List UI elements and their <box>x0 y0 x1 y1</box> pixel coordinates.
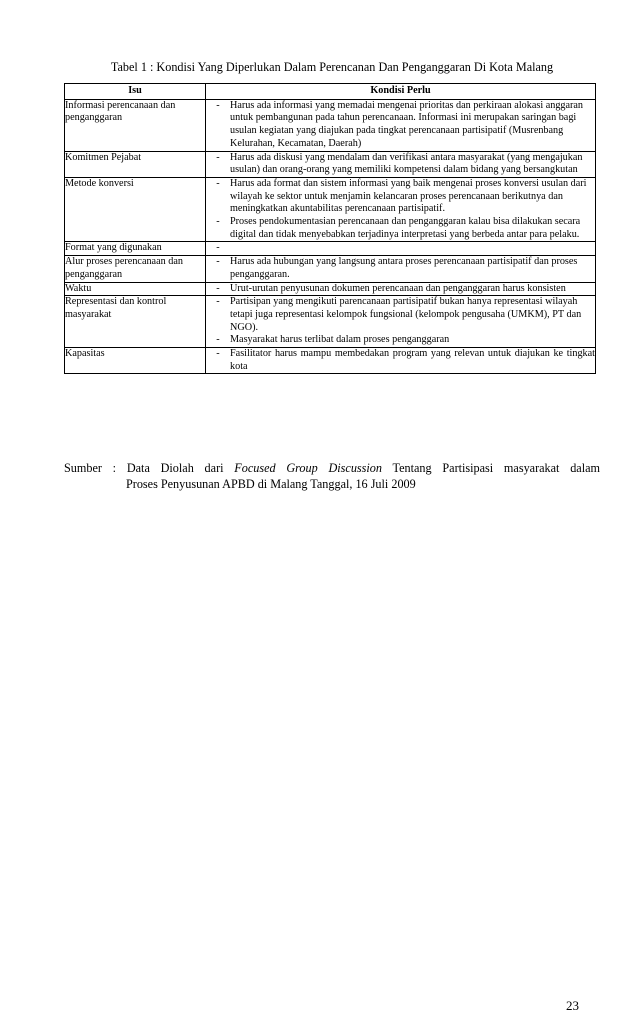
kondisi-item <box>206 152 595 177</box>
kondisi-cell <box>206 99 596 151</box>
dash-bullet: - <box>216 256 220 268</box>
table-header-row <box>65 84 596 100</box>
kondisi-item <box>206 178 595 216</box>
isu-cell: Metode konversi <box>65 177 206 242</box>
dash-bullet: - <box>216 242 220 254</box>
kondisi-text: Partisipan yang mengikuti parencanaan partisipatif bukan hanya representasi wilayah tetapi juga representasi kelompok fungsional (kelompok pengusaha (UMKM), PT dan NGO). <box>230 296 582 333</box>
table-row <box>65 99 596 151</box>
isu-cell: Komitmen Pejabat <box>65 151 206 177</box>
kondisi-text: Masyarakat harus terlibat dalam proses penganggaran <box>230 334 450 346</box>
page-number: 23 <box>566 998 579 1013</box>
kondisi-item <box>206 216 595 241</box>
dash-bullet: - <box>216 216 220 228</box>
table-row <box>65 348 596 374</box>
dash-bullet: - <box>216 282 220 294</box>
kondisi-item <box>206 256 595 281</box>
source-italic-title: Focused Group Discussion <box>234 461 382 475</box>
conditions-table <box>64 83 596 374</box>
source-suffix: Tentang Partisipasi masyarakat dalam <box>381 461 600 475</box>
dash-bullet: - <box>216 177 220 189</box>
table-row <box>65 296 596 348</box>
dash-bullet: - <box>216 151 220 163</box>
isu-cell: Alur proses perencanaan dan penganggaran <box>65 256 206 282</box>
kondisi-item <box>206 283 595 296</box>
kondisi-cell <box>206 348 596 374</box>
source-line-1 <box>64 460 600 476</box>
table-row <box>65 151 596 177</box>
kondisi-item <box>206 334 595 347</box>
table-row <box>65 177 596 242</box>
isu-cell: Informasi perencanaan dan penganggaran <box>65 99 206 151</box>
isu-cell: Representasi dan kontrol masyarakat <box>65 296 206 348</box>
kondisi-text: Harus ada diskusi yang mendalam dan verifikasi antara masyarakat (yang mengajukan usulan) dan orang-orang yang memiliki kompetensi dalam bidang yang bersangkutan <box>230 151 583 176</box>
kondisi-cell <box>206 296 596 348</box>
kondisi-text: Fasilitator harus mampu membedakan program yang relevan untuk diajukan ke tingkat kota <box>230 348 595 372</box>
isu-cell: Kapasitas <box>65 348 206 374</box>
kondisi-cell <box>206 256 596 282</box>
kondisi-cell <box>206 242 596 256</box>
dash-bullet: - <box>216 348 220 360</box>
table-row <box>65 282 596 296</box>
dash-bullet: - <box>216 296 220 308</box>
kondisi-item <box>206 242 595 255</box>
isu-cell: Format yang digunakan <box>65 242 206 256</box>
dash-bullet: - <box>216 334 220 346</box>
kondisi-cell <box>206 282 596 296</box>
table-row <box>65 242 596 256</box>
dash-bullet: - <box>216 99 220 111</box>
header-kondisi-perlu: Kondisi Perlu <box>206 84 596 100</box>
kondisi-text: Harus ada informasi yang memadai mengenai prioritas dan perkiraan alokasi anggaran untuk pembangunan pada tahun perencanaan. Informasi ini merupakan saringan bagi usulan kegiatan yang diajukan pada tingkat perencanaan partisipatif (Musrenbang Kelurahan, Kecamatan, Daerah) <box>230 99 584 149</box>
kondisi-cell <box>206 177 596 242</box>
kondisi-text: Harus ada hubungan yang langsung antara proses perencanaan partisipatif dan proses penganggaran. <box>230 256 578 280</box>
table-body <box>65 99 596 374</box>
header-isu: Isu <box>65 84 206 100</box>
kondisi-text: Urut-urutan penyusunan dokumen perencanaan dan penganggaran harus konsisten <box>230 282 566 294</box>
kondisi-cell <box>206 151 596 177</box>
source-prefix: Sumber : Data Diolah dari <box>64 461 235 475</box>
source-note <box>64 460 600 492</box>
kondisi-text: Proses pendokumentasian perencanaan dan penganggaran kalau bisa dilakukan secara digital dan tidak menyebabkan terjadinya interpretasi yang berbeda antar para pelaku. <box>230 216 581 240</box>
kondisi-item <box>206 348 595 373</box>
kondisi-text <box>230 242 595 255</box>
isu-cell: Waktu <box>65 282 206 296</box>
kondisi-item <box>206 296 595 334</box>
table-caption: Tabel 1 : Kondisi Yang Diperlukan Dalam Perencanan Dan Penganggaran Di Kota Malang <box>110 60 554 74</box>
source-line-2: Proses Penyusunan APBD di Malang Tanggal, 16 Juli 2009 <box>126 477 416 491</box>
kondisi-text: Harus ada format dan sistem informasi yang baik mengenai proses konversi usulan dari wilayah ke sektor untuk menjamin kelancaran proses perencanaan berikutnya dan meningkatkan akuntabilitas perencanaan partisipatif. <box>230 177 587 215</box>
table-row <box>65 256 596 282</box>
kondisi-item <box>206 100 595 151</box>
